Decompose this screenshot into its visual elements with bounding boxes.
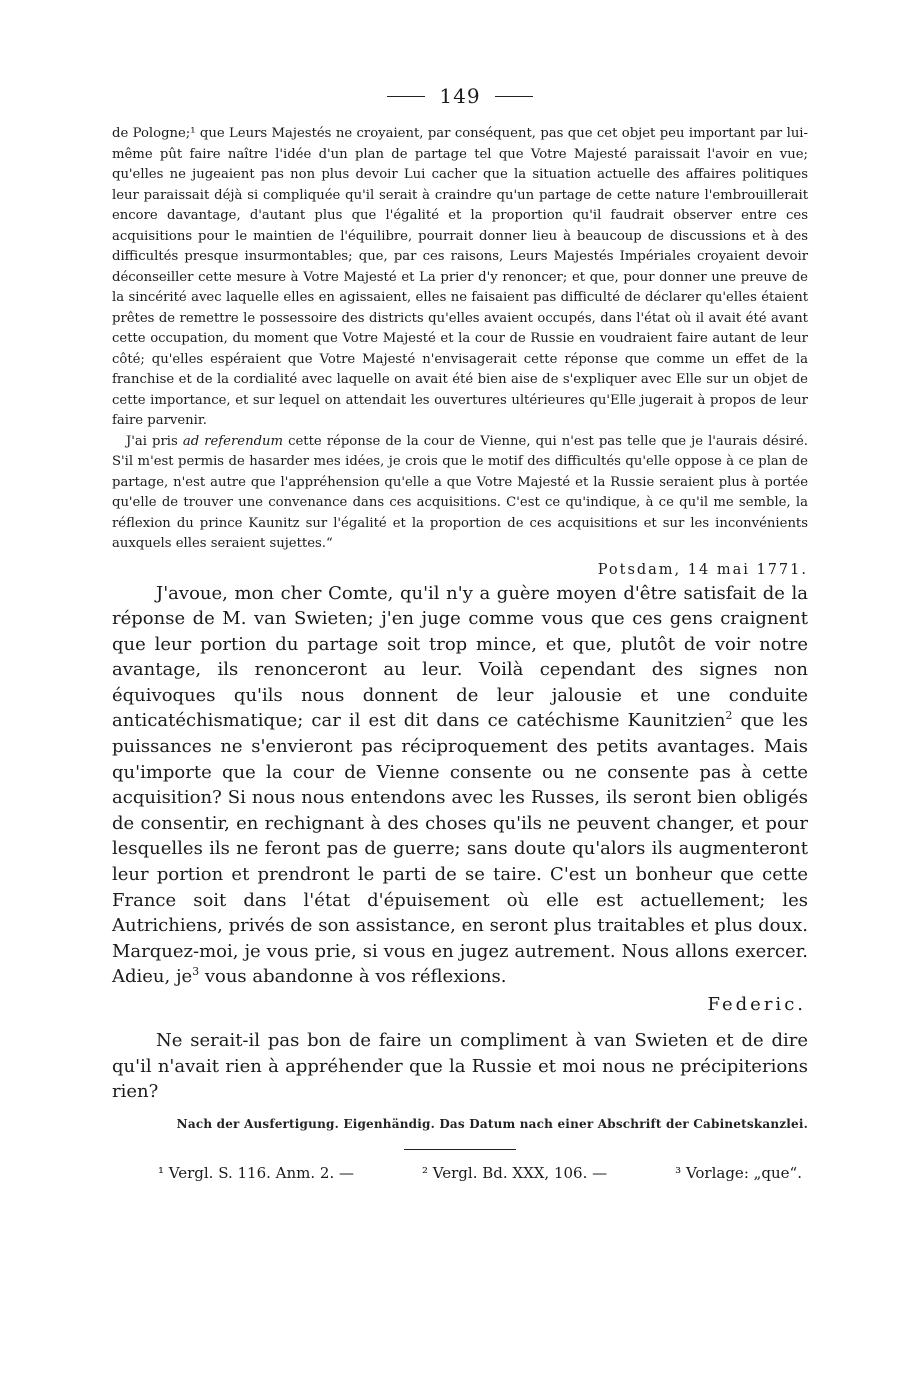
letter-paragraph bbox=[112, 581, 808, 991]
letter-body bbox=[112, 581, 808, 991]
footnote-1: ¹ Vergl. S. 116. Anm. 2. — bbox=[158, 1163, 354, 1182]
footnotes bbox=[112, 1164, 808, 1182]
postscript-text: Ne serait-il pas bon de faire un compliment à van Swieten et de dire qu'il n'avait rien à appréhender que la Russie et moi nous ne précipiterions rien? bbox=[112, 1030, 808, 1103]
quote-paragraph-1: de Pologne;¹ que Leurs Majestés ne croyaient, par conséquent, pas que cet objet peu important par lui-même pût faire naître l'idée d'un plan de partage tel que Votre Majesté paraissait l'avoir en vue; qu'elles ne jugeaient pas non plus devoir Lui cacher que la situation actuelle des affaires politiques leur paraissait déjà si compliquée qu'il serait à craindre qu'un partage de cette nature l'embrouillerait encore davantage, d'autant plus que l'égalité et la proportion qu'il faudrait observer entre ces acquisitions pour le maintien de l'équilibre, pourrait donner lieu à beaucoup de discussions et à des difficultés presque insurmontables; que, par ces raisons, Leurs Majestés Impériales croyaient devoir déconseiller cette mesure à Votre Majesté et La prier d'y renoncer; et que, pour donner une preuve de la sincérité avec laquelle elles en agissaient, elles ne faisaient pas difficulté de déclarer qu'elles étaient prêtes de remettre le possessoire des districts qu'elles avaient occupés, dans l'état où il avait été avant cette occupation, du moment que Votre Majesté et la cour de Russie en voudraient faire autant de leur côté; qu'elles espéraient que Votre Majesté n'envisagerait cette réponse que comme un effet de la franchise et de la cordialité avec laquelle on avait été bien aise de s'expliquer avec Elle sur un objet de cette importance, et sur lequel on attendait les ouvertures ultérieures qu'Elle jugerait à propos de leur faire parvenir. bbox=[112, 126, 808, 428]
source-note: Nach der Ausfertigung. Eigenhändig. Das Datum nach einer Abschrift der Cabinetskanzlei. bbox=[176, 1116, 808, 1131]
footnote-2: ² Vergl. Bd. XXX, 106. — bbox=[422, 1163, 608, 1182]
quoted-report bbox=[112, 124, 808, 555]
document-page bbox=[112, 84, 808, 1182]
page-header bbox=[112, 84, 808, 108]
header-rule-left bbox=[387, 96, 425, 97]
footnote-marker-2: 2 bbox=[725, 709, 733, 723]
quote-paragraph-2-start: J'ai pris bbox=[126, 433, 178, 449]
postscript bbox=[112, 1028, 808, 1105]
letter-text-part-1: J'avoue, mon cher Comte, qu'il n'y a guère moyen d'être satisfait de la réponse de M. van Swieten; j'en juge comme vous que ces gens craignent que leur portion du partage soit trop mince, et que, plutôt de voir notre avantage, ils renonceront au leur. Voilà cependant des signes non équivoques qu'ils nous donnent de leur jalousie et une conduite anticatéchismatique; car il est dit dans ce catéchisme Kaunitzien bbox=[112, 582, 808, 732]
footnote-3: ³ Vorlage: „que“. bbox=[675, 1163, 802, 1182]
footnote-marker-3: 3 bbox=[192, 965, 200, 979]
letter-text-part-3: vous abandonne à vos réflexions. bbox=[204, 966, 507, 988]
quote-paragraph-2-rest: cette réponse de la cour de Vienne, qui n'est pas telle que je l'aurais désiré. S'il m'est permis de hasarder mes idées, je crois que le motif des difficultés qu'elle oppose à ce plan de partage, n'est autre que l'appréhension qu'elle a que Votre Majesté et la Russie seraient plus à portée qu'elle de trouver une convenance dans ces acquisitions. C'est ce qu'indique, à ce qu'il me semble, la réflexion du prince Kaunitz sur l'égalité et la proportion de ces acquisitions et sur les inconvénients auxquels elles seraient sujettes.“ bbox=[112, 433, 809, 551]
quote-italic-term: ad referendum bbox=[182, 433, 284, 449]
header-rule-right bbox=[495, 96, 533, 97]
signature: Federic. bbox=[707, 994, 806, 1015]
place-date: Potsdam, 14 mai 1771. bbox=[597, 561, 808, 578]
letter-text-part-2: que les puissances ne s'envieront pas réciproquement des petits avantages. Mais qu'importe que la cour de Vienne consente ou ne consente pas à cette acquisition? Si nous nous entendons avec les Russes, ils seront bien obligés de consentir, en rechignant à des choses qu'ils ne peuvent changer, et pour lesquelles ils ne feront pas de guerre; sans doute qu'alors ils augmenteront leur portion et prendront le parti de se taire. C'est un bonheur que cette France soit dans l'état d'épuisement où elle est actuellement; les Autrichiens, privés de son assistance, en seront plus traitables et plus doux. Marquez-moi, je vous prie, si vous en jugez autrement. Nous allons exercer. Adieu, je bbox=[112, 710, 808, 988]
page-number: 149 bbox=[439, 84, 481, 108]
footnote-rule bbox=[404, 1149, 516, 1150]
quote-paragraph-2 bbox=[112, 432, 808, 555]
